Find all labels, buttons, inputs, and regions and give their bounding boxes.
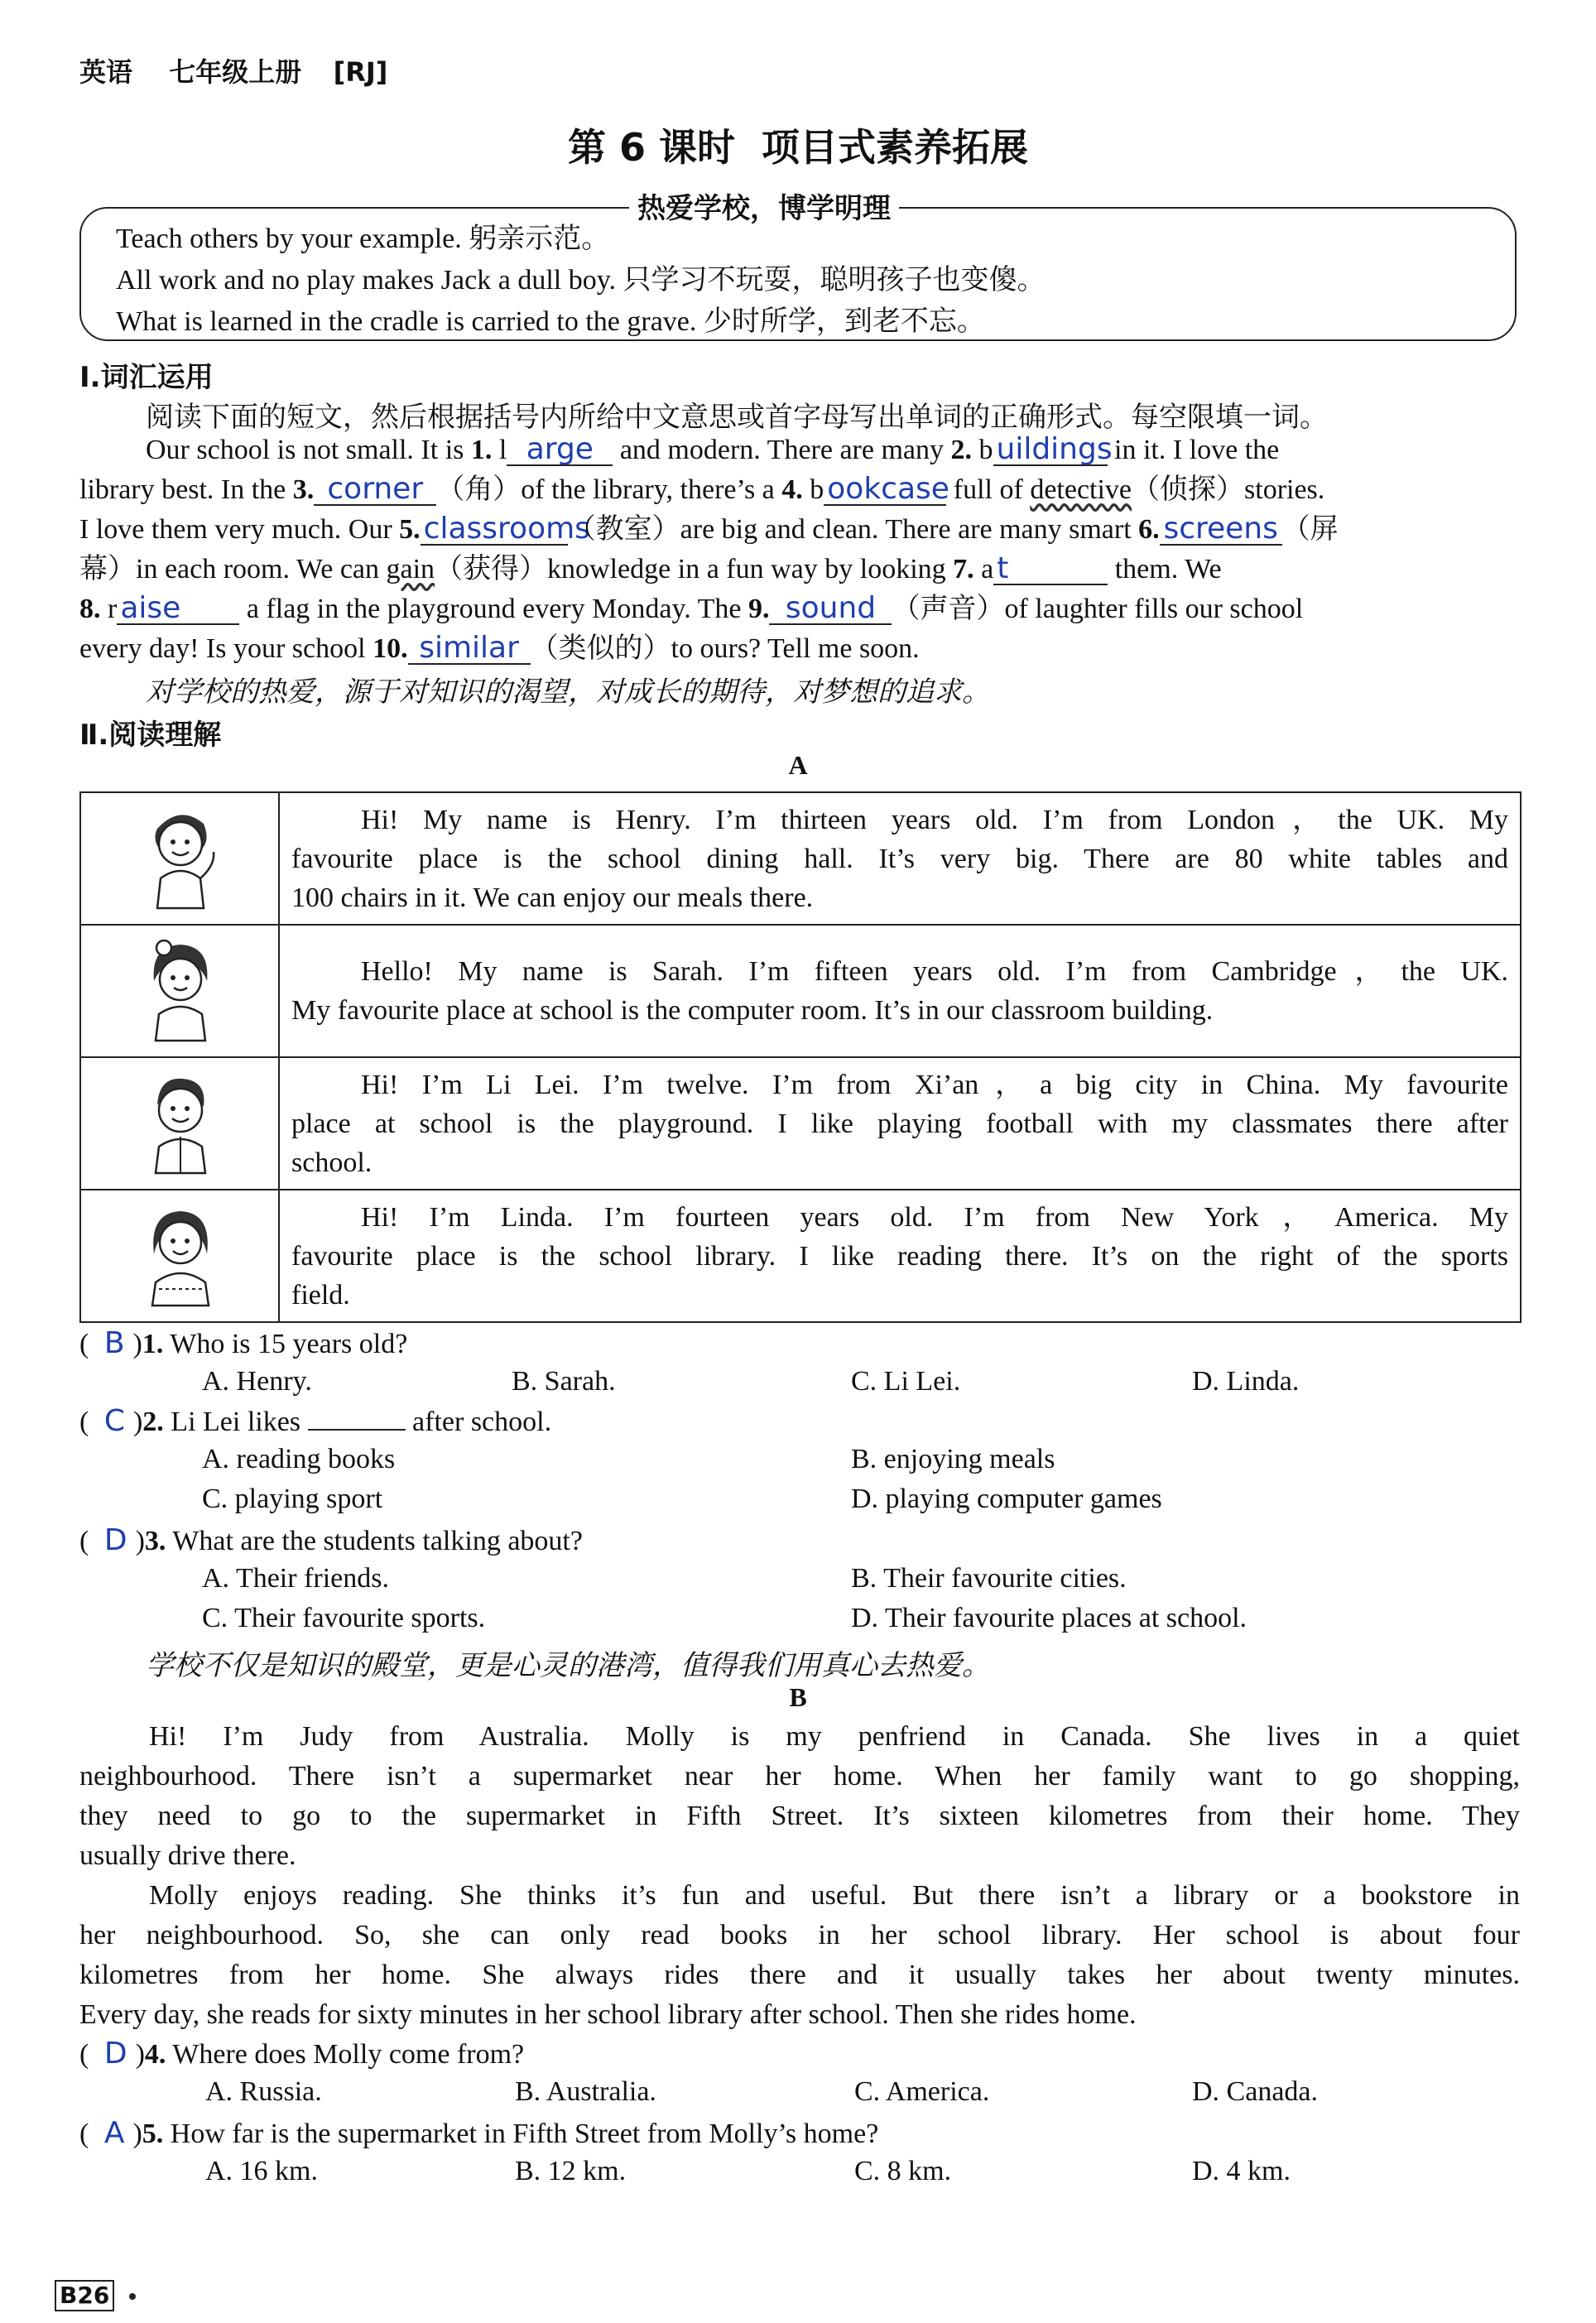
answer-5[interactable]: A — [103, 2116, 125, 2150]
part-b-label: B — [789, 1682, 807, 1712]
vocab-passage: Our school is not small. It is 1. l arge and modern. There are many 2. b uildings in it. I love the library best. In the 3. corner （角）of the library, there’s a 4. b ookcase full of detective（侦探）stories. I love them very much. Our 5. classrooms（教室）are big and clean. There are many smart 6. screens （屏 幕）in each room. We can gain（获得）knowledge in a fun way by looking 7. a t them. We 8. r aise a flag in the playground every Monday. The 9. sound （声音）of laughter fills our school every day! Is your school 10. similar （类似的）to ours? Tell me soon. — [79, 432, 1339, 665]
answer-blank-3[interactable]: corner — [314, 474, 436, 506]
question-5: ( A )5. How far is the supermarket in Fifth Street from Molly’s home? A. 16 km. B. 12 km. C. 8 km. D. 4 km. — [79, 2116, 1291, 2186]
text-cell: Hi! I’m Linda. I’m fourteen years old. I’m from New York，America. My favourite place is the school library. I like reading there. It’s on the right of the sports field. — [279, 1190, 1521, 1322]
passage-b — [79, 1717, 1520, 2035]
avatar-cell — [80, 1190, 279, 1322]
answer-2[interactable]: C — [103, 1404, 125, 1438]
page-number-dot-icon — [129, 2293, 136, 2300]
proverb-line: What is learned in the cradle is carried to the grave. 少时所学，到老不忘。 — [116, 306, 985, 337]
passage-line: Every day, she reads for sixty minutes in her school library after school. Then she rides home. — [79, 1999, 1137, 2030]
banner-text: 热爱学校，博学明理 — [637, 192, 891, 225]
answer-blank-1[interactable]: arge — [507, 435, 613, 466]
answer-blank-4[interactable]: ookcase — [824, 474, 946, 506]
passage-line: Hi! I’m Judy from Australia. Molly is my penfriend in Canada. She lives in a quiet — [149, 1721, 1520, 1752]
passage-line: her neighbourhood. So, she can only read books in her school library. Her school is about four — [79, 1920, 1520, 1950]
section1-instruction: 阅读下面的短文，然后根据括号内所给中文意思或首字母写出单词的正确形式。每空限填一词。 — [146, 401, 1328, 434]
avatar-cell — [80, 1057, 279, 1190]
page-header — [79, 51, 387, 89]
blank-number: 1. — [470, 435, 493, 465]
avatar-cell — [80, 925, 279, 1057]
section2-title: Ⅱ.阅读理解 — [79, 719, 222, 752]
section1-motto: 对学校的热爱，源于对知识的渴望，对成长的期待，对梦想的追求。 — [146, 677, 990, 708]
passage-line: neighbourhood. There isn’t a supermarket near her home. When her family want to go shopping, — [79, 1761, 1520, 1792]
passage-line: they need to go to the supermarket in Fifth Street. It’s sixteen kilometres from their home. They — [79, 1801, 1520, 1831]
passage-line: kilometres from her home. She always rides there and it usually takes her about twenty minutes. — [79, 1960, 1520, 1990]
text-cell: Hello! My name is Sarah. I’m fifteen years old. I’m from Cambridge，the UK. My favourite place at school is the computer room. It’s in our classroom building. — [279, 925, 1521, 1057]
table-row — [80, 1057, 1521, 1190]
part-a-motto: 学校不仅是知识的殿堂，更是心灵的港湾，值得我们用真心去热爱。 — [146, 1651, 990, 1681]
proverb-list — [116, 219, 1046, 343]
henry-avatar-icon — [134, 799, 225, 915]
text-cell: Hi! My name is Henry. I’m thirteen years old. I’m from London，the UK. My favourite place is the school dining hall. It’s very big. There are 80 white tables and 100 chairs in it. We can enjoy our meals there. — [279, 792, 1521, 925]
answer-blank-7[interactable]: t — [993, 554, 1108, 585]
reading-table — [79, 791, 1521, 1323]
part-a-label: A — [788, 750, 808, 780]
header-subject: 英语 — [79, 56, 133, 88]
question-1: ( B )1. Who is 15 years old? A. Henry. B. Sarah. C. Li Lei. D. Linda. — [79, 1326, 1300, 1397]
question-4: ( D )4. Where does Molly come from? A. Russia. B. Australia. C. America. D. Canada. — [79, 2037, 1319, 2107]
answer-4[interactable]: D — [103, 2037, 127, 2070]
sarah-avatar-icon — [134, 931, 225, 1047]
answer-blank-9[interactable]: sound — [769, 594, 892, 625]
answer-blank-10[interactable]: similar — [408, 633, 531, 665]
avatar-cell — [80, 792, 279, 925]
page-title: 第 6 课时 项目式素养拓展 — [567, 125, 1029, 170]
answer-3[interactable]: D — [103, 1523, 127, 1557]
lilei-avatar-icon — [134, 1064, 225, 1180]
question-2: ( C )2. Li Lei likes after school. A. reading books B. enjoying meals C. playing sport D. playing computer games — [79, 1404, 1162, 1514]
passage-line: usually drive there. — [79, 1840, 296, 1871]
header-edition: [RJ] — [333, 56, 388, 88]
page-number: B26 — [55, 2280, 114, 2311]
proverb-line: All work and no play makes Jack a dull boy. 只学习不玩耍，聪明孩子也变傻。 — [116, 265, 1046, 296]
answer-blank-5[interactable]: classrooms — [421, 514, 568, 546]
answer-blank-8[interactable]: aise — [117, 594, 239, 625]
answer-blank-6[interactable]: screens — [1160, 514, 1282, 546]
section1-title: Ⅰ.词汇运用 — [79, 361, 214, 394]
table-row — [80, 925, 1521, 1057]
text-cell: Hi! I’m Li Lei. I’m twelve. I’m from Xi’an，a big city in China. My favourite place at school is the playground. I like playing football with my classmates there after school. — [279, 1057, 1521, 1190]
answer-1[interactable]: B — [103, 1326, 125, 1360]
table-row — [80, 792, 1521, 925]
answer-blank-2[interactable]: uildings — [993, 435, 1108, 466]
passage-line: Molly enjoys reading. She thinks it’s fun and useful. But there isn’t a library or a bookstore in — [149, 1880, 1520, 1911]
stem-blank — [308, 1406, 406, 1431]
proverb-line: Teach others by your example. 躬亲示范。 — [116, 224, 610, 254]
question-3: ( D )3. What are the students talking about? A. Their friends. B. Their favourite cities. C. Their favourite sports. D. Their favourite places at school. — [79, 1523, 1247, 1633]
header-grade: 七年级上册 — [169, 56, 302, 88]
wavy-word: gain — [386, 554, 435, 584]
wavy-word: detective — [1030, 474, 1132, 505]
table-row — [80, 1190, 1521, 1322]
linda-avatar-icon — [134, 1196, 225, 1312]
